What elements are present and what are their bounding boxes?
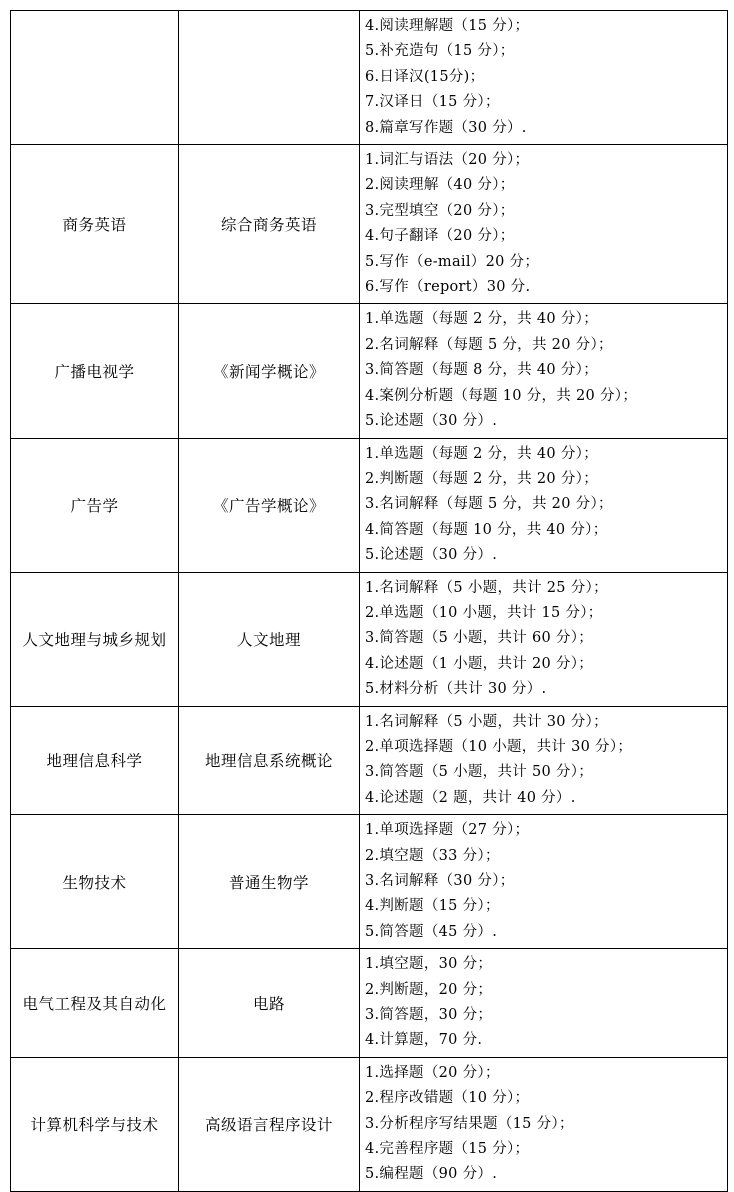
subject-cell: 《新闻学概论》 — [179, 304, 360, 438]
question-list-cell — [360, 572, 728, 706]
exam-table — [10, 10, 728, 1192]
question-item: 4.计算题，70 分. — [365, 1032, 483, 1049]
question-item: 2.填空题（33 分）； — [365, 847, 500, 864]
exam-table-body — [11, 11, 728, 1192]
question-item: 4.句子翻译（20 分）； — [365, 228, 515, 245]
question-item: 2.单项选择题（10 小题，共计 30 分）； — [365, 738, 633, 755]
major-cell: 电气工程及其自动化 — [11, 949, 179, 1058]
question-list-cell — [360, 949, 728, 1058]
question-item: 3.简答题（5 小题，共计 60 分）； — [365, 630, 594, 647]
question-item: 4.简答题（每题 10 分，共 40 分）； — [365, 521, 608, 538]
major-cell: 商务英语 — [11, 145, 179, 304]
question-item: 3.简答题（5 小题，共计 50 分）； — [365, 764, 594, 781]
question-item: 1.单选题（每题 2 分，共 40 分）； — [365, 445, 598, 462]
question-item: 5.论述题（30 分）. — [365, 547, 498, 564]
table-row — [11, 1057, 728, 1191]
question-item: 2.名词解释（每题 5 分，共 20 分）； — [365, 336, 613, 353]
question-item: 5.简答题（45 分）. — [365, 923, 498, 940]
table-row — [11, 815, 728, 949]
question-item: 3.简答题（每题 8 分，共 40 分）； — [365, 362, 598, 379]
question-item: 1.选择题（20 分）； — [365, 1064, 500, 1081]
subject-cell: 综合商务英语 — [179, 145, 360, 304]
major-cell: 广播电视学 — [11, 304, 179, 438]
question-list-cell — [360, 815, 728, 949]
question-item: 5.补充造句（15 分）； — [365, 43, 515, 60]
subject-cell — [179, 11, 360, 145]
subject-cell: 电路 — [179, 949, 360, 1058]
question-item: 3.完型填空（20 分）； — [365, 202, 515, 219]
question-item: 1.名词解释（5 小题，共计 25 分）； — [365, 579, 608, 596]
table-row — [11, 572, 728, 706]
question-item: 1.填空题，30 分； — [365, 956, 493, 973]
question-item: 6.写作（report）30 分. — [365, 279, 531, 296]
question-item: 1.单项选择题（27 分）； — [365, 822, 530, 839]
table-row — [11, 145, 728, 304]
subject-cell: 高级语言程序设计 — [179, 1057, 360, 1191]
subject-cell: 《广告学概论》 — [179, 438, 360, 572]
major-cell: 地理信息科学 — [11, 706, 179, 815]
question-item: 2.阅读理解（40 分）； — [365, 177, 515, 194]
question-item: 4.论述题（2 题，共计 40 分）. — [365, 789, 576, 806]
major-cell: 生物技术 — [11, 815, 179, 949]
question-list-cell — [360, 11, 728, 145]
major-cell: 人文地理与城乡规划 — [11, 572, 179, 706]
table-row — [11, 949, 728, 1058]
question-item: 5.论述题（30 分）. — [365, 413, 498, 430]
question-item: 4.论述题（1 小题，共计 20 分）； — [365, 655, 594, 672]
question-list-cell — [360, 1057, 728, 1191]
question-item: 3.名词解释（30 分）； — [365, 873, 515, 889]
major-cell: 广告学 — [11, 438, 179, 572]
question-list-cell — [360, 145, 728, 304]
question-item: 4.阅读理解题（15 分）； — [365, 18, 530, 34]
question-item: 3.分析程序写结果题（15 分）； — [365, 1115, 574, 1132]
question-item: 2.单选题（10 小题，共计 15 分）； — [365, 604, 603, 621]
question-item: 6.日译汉(15分)； — [365, 68, 485, 85]
question-item: 3.简答题，30 分； — [365, 1007, 493, 1024]
table-row — [11, 706, 728, 815]
question-item: 4.完善程序题（15 分）； — [365, 1141, 530, 1158]
question-item: 2.判断题，20 分； — [365, 981, 493, 998]
question-item: 1.名词解释（5 小题，共计 30 分）； — [365, 713, 608, 730]
question-item: 1.词汇与语法（20 分）； — [365, 152, 530, 169]
question-item: 2.判断题（每题 2 分，共 20 分）； — [365, 470, 598, 487]
table-row — [11, 438, 728, 572]
question-item: 1.单选题（每题 2 分，共 40 分）； — [365, 311, 598, 328]
question-list-cell — [360, 706, 728, 815]
question-item: 4.判断题（15 分）； — [365, 898, 500, 915]
question-item: 3.名词解释（每题 5 分，共 20 分）； — [365, 496, 613, 513]
subject-cell: 人文地理 — [179, 572, 360, 706]
table-row — [11, 304, 728, 438]
question-item: 2.程序改错题（10 分）； — [365, 1090, 530, 1107]
question-item: 5.材料分析（共计 30 分）. — [365, 681, 547, 698]
major-cell — [11, 11, 179, 145]
question-item: 8.篇章写作题（30 分）. — [365, 119, 527, 136]
question-list-cell — [360, 304, 728, 438]
subject-cell: 普通生物学 — [179, 815, 360, 949]
subject-cell: 地理信息系统概论 — [179, 706, 360, 815]
major-cell: 计算机科学与技术 — [11, 1057, 179, 1191]
question-item: 4.案例分析题（每题 10 分，共 20 分）； — [365, 387, 638, 404]
question-item: 7.汉译日（15 分）； — [365, 94, 500, 111]
question-item: 5.写作（e-mail）20 分； — [365, 253, 540, 270]
table-row — [11, 11, 728, 145]
question-item: 5.编程题（90 分）. — [365, 1166, 498, 1183]
question-list-cell — [360, 438, 728, 572]
